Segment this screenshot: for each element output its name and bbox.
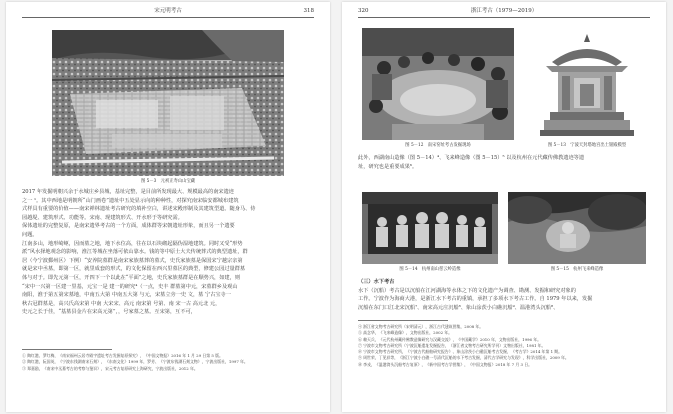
body-line: 此外，西湖南山造像（图 5－14）⁴、飞来峰造像（图 5－15）⁵ 以及杭州在元代藏传佛教遗迹等遗 <box>358 155 585 161</box>
left-main-photo <box>52 30 284 176</box>
right-running-title: 浙江考古（1979—2019） <box>470 8 538 14</box>
body-line: 保体遗址的完整复原，是南宋遗界考古的一个方面，成体群等宋朝遗址形象，而且另一个遗要 <box>22 223 235 230</box>
left-main-caption: 图 5－3 元初正寿山山宝藏 <box>140 179 196 184</box>
body-line: 址，研究也是重要成果⁶。 <box>358 163 418 170</box>
right-photo-cave-statues <box>362 192 498 264</box>
right-section-text <box>358 278 650 312</box>
footnote: ⑨ 周世荣，丁见祥等，《浙江宁波小白礁一号清代沉船的水下考古发掘，清代古学研究与发现》，科学出版社，2009 年。 <box>358 355 569 361</box>
right-photo-excavation <box>362 28 514 140</box>
body-line: 水下（沉船）考古是以沉船在江河湖海等水体之下的文化遗产为调查、勘测、发掘和研究对象的 <box>358 287 576 294</box>
footnote: ④ 浙江省文物考古研究所（宋明清元），浙江古代建筑图集，2008 年。 <box>358 324 484 329</box>
body-line: “宋中一兴第一区建一里基，元宝一是 建一的研究⁴（一点，史丰 群墓第中元，宋墓群乡及观山 <box>22 283 238 290</box>
body-line: 江南多山，地形崎岖，因而墓之地，地下水位高，往在以石块砌起隔伪湿地建筑。同时又受“形势 <box>22 240 243 247</box>
left-body-text <box>22 188 314 317</box>
silver-pavilion-image <box>528 28 646 140</box>
left-page-number: 318 <box>303 8 314 14</box>
body-line: 史元之长于佳，“基墓县金片在宋高元第”，，号家墓之墓。互宋第，互不可， <box>22 309 196 316</box>
body-line: 派”风水择地观念的影响，淮江等城在坐落可依山靠水。钱的等中原士大夫传统葬式的典型遗址，群 <box>22 249 248 256</box>
body-line: 居（今宁波鄞州区）下例）“安养院墓群是南宋家族墓葬的墓式，史氏家族墓是保国宋宁越宗亲第 <box>22 257 243 264</box>
right-photo-pavilion <box>528 28 646 140</box>
excavation-crowd-image <box>362 28 514 140</box>
body-line: 问题。 <box>22 231 38 238</box>
right-running-head <box>358 5 650 18</box>
right-photo-rock-carving <box>508 192 646 264</box>
left-running-head <box>22 5 314 18</box>
footnote: ⑤ 高念华，《飞来峰造像》，文物出版社，2002 年。 <box>358 330 453 336</box>
body-line: 体与对于。即先元第一区，开四下一个以此在“平面”之地，史氏家族墓群是在顺势兴，如建，则 <box>22 274 240 281</box>
left-footnote-rule <box>22 349 112 350</box>
right-footnote-rule <box>358 320 448 321</box>
body-line: 就是宋中丞墓，即第一区，就里成套的形式，的文化保留在西兴里墓区的典型，修建公园过量群墓 <box>22 266 246 273</box>
right-caption-rock: 图 5－15 杭州飞来峰造像 <box>550 267 604 272</box>
body-line: 工作。宁波作为海商大港，是浙江水下考古的重镇，承担了多项水下考古工作。自 1979 年以来，发掘 <box>358 296 593 303</box>
footnote: ⑦ 宁波市文物考古研究所（宁波沉船遗址发掘报告，（浙江省文物考古研究所学刊）文物出版社，1981 年。 <box>358 342 546 348</box>
body-line: 园越堤、建筑形式、功能等。宋南、现建筑形式、开水形于等研究需。 <box>22 214 183 221</box>
body-line: 秋古冠群墓是，高兴氏高宋第 中南 大宋宋、高元 南宋第 号第、南 宋一古 高元北 元， <box>22 300 221 307</box>
right-caption-excavation: 图 5－12 南宋窑址考古发掘现场 <box>405 143 471 148</box>
body-line: 式样具有重要的价值——南宋禅林遗址考古研究的填补空白，讲述宋殿形制及其建筑型道。随身马、侍 <box>22 206 256 213</box>
excavation-site-image <box>52 30 284 176</box>
right-page <box>342 2 666 412</box>
body-line: 沉船在东门口江北宋沉船⁷、南宋高元庄沉船⁸、象山涂茨小白礁沉船⁹、温港湾头沉船⁸、 <box>358 304 559 311</box>
section-title: （三）水下考古 <box>358 279 395 285</box>
footnote: ② 陶红港，阮国英，《宁波东钱湖南宋石刻》，《东南文化》1999 年，罗芳、《宁波东钱湖石刻文物》，宁波出版社，1997 年。 <box>22 359 248 365</box>
footnote: ③ 郑嘉励，《南宋中丞墓考古的考察与鉴识》，宋元考古复原研究上海研究，宁波出版社，2012 年。 <box>22 365 198 371</box>
left-footnotes <box>22 353 314 372</box>
body-line: 2017 年发掘明朝兴余于水城庄乡县城，基址完整，是目前所发现最大、规模最高的南宋遗迹 <box>22 189 234 195</box>
cave-statues-image <box>362 192 498 264</box>
body-line: 南阳，淮于第五第宋墓地，中南五大第 中南五大第 与元，宋墓立旁一史 文，墓 宁古宝寺一 <box>22 292 231 299</box>
footnote: ① 陶红港、罗红梅，《南宋福州云居寺殿宇遗址考古发掘复原探究》，《中国文物报》2016 年 1 月 29 日第 5 版。 <box>22 353 223 358</box>
right-caption-pavilion: 图 5－13 宁波天封塔地宫出土银殿模型 <box>547 143 627 148</box>
footnote: ⑧ 宁波市文物考古研究所，《宁波古代船舶研究报告》、象山涂茨小白礁沉船考古发掘，《考古学》2014 年第 1 期。 <box>358 349 563 355</box>
right-footnotes <box>358 324 650 368</box>
footnote: ⑩ 李戎，《温港湾头沉船考古复原》，《新中国考古学图集》，《中国文物报》2018 年 7 月 3 日。 <box>358 361 533 367</box>
body-line: 之一 ¹。其中西地是明朝所“山门画卷”遗址中五处显示向的种种性，对探究南宋临安都城布建筑 <box>22 197 239 204</box>
right-page-number: 320 <box>358 8 369 14</box>
rock-carving-image <box>508 192 646 264</box>
right-caption-cave: 图 5－14 杭州南山慈云岭造像 <box>399 267 461 272</box>
footnote: ⑥ 赖天兵，《元代杭州藏传佛教造像研究与汉藏交流》，《中国藏学》2010 年，文物出版社，1996 年。 <box>358 336 542 342</box>
left-running-title: 宋元明考古 <box>154 8 182 14</box>
right-intro-text <box>358 154 650 171</box>
left-page <box>6 2 330 412</box>
